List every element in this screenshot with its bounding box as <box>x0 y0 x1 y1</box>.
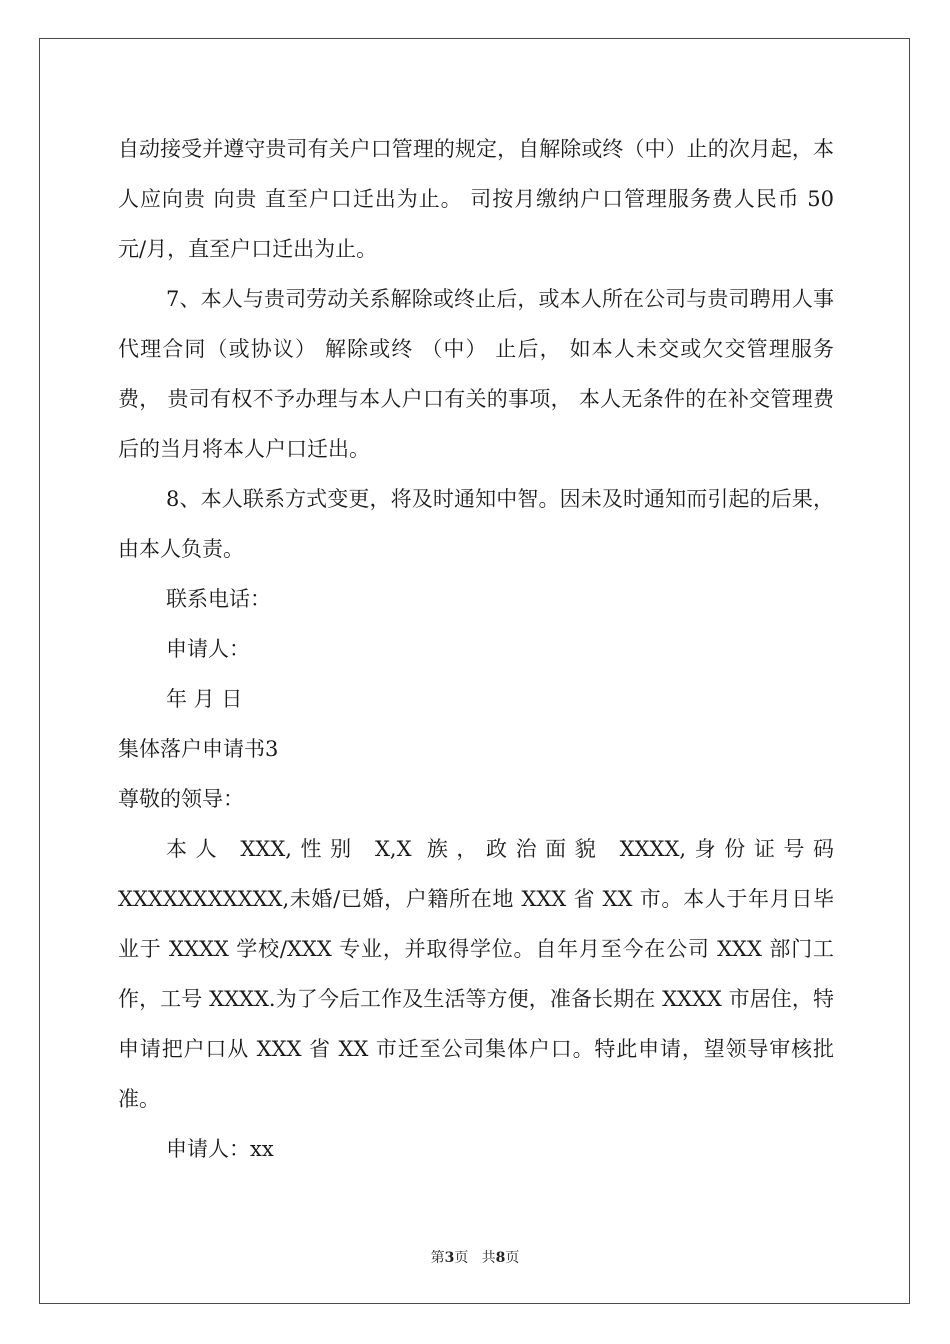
paragraph-item-8: 8、本人联系方式变更，将及时通知中智。因未及时通知而引起的后果，由本人负责。 <box>118 487 834 561</box>
applicant-label: 申请人： <box>166 637 250 661</box>
salutation: 尊敬的领导： <box>118 787 244 811</box>
total-suffix: 页 <box>505 1250 520 1266</box>
page-suffix: 页 <box>454 1250 469 1266</box>
page-prefix: 第 <box>430 1250 445 1266</box>
total-pages: 8 <box>495 1250 506 1266</box>
paragraph-application-body: 本人 XXX,性别 X,X 族，政治面貌 XXXX,身份证号码 XXXXXXXXXXX,未婚/已婚，户籍所在地 XXX 省 XX 市。本人于年月日毕业于 XXXX 学校/XXX 专业，并取得学位。自年月至今在公司 XXX 部门工作，工号 XXXX.为了今后工作及生活等方便，准备长期在 XXXX 市居住，特申请把户口从 XXX 省 XX 市迁至公司集体户口。特此申请，望领导审核批准。 <box>118 837 834 1111</box>
date-line: 年 月 日 <box>166 687 243 711</box>
document-body <box>118 124 834 1174</box>
paragraph-item-7: 7、本人与贵司劳动关系解除或终止后，或本人所在公司与贵司聘用人事代理合同（或协议） 解除或终 （中） 止后， 如本人未交或欠交管理服务费， 贵司有权不予办理与本人户口有关的事项， 本人无条件的在补交管理费后的当月将本人户口迁出。 <box>118 287 834 461</box>
contact-phone-label: 联系电话： <box>166 587 271 611</box>
page-number: 3 <box>444 1250 455 1266</box>
total-prefix: 共 <box>481 1250 496 1266</box>
paragraph-fee-clause: 自动接受并遵守贵司有关户口管理的规定，自解除或终（中）止的次月起，本人应向贵 向贵 直至户口迁出为止。 司按月缴纳户口管理服务费人民币 50 元/月，直至户口迁出为止。 <box>118 137 834 261</box>
page-footer <box>0 1247 950 1267</box>
section-title: 集体落户申请书3 <box>118 737 279 761</box>
applicant-signature: 申请人：xx <box>166 1137 274 1161</box>
